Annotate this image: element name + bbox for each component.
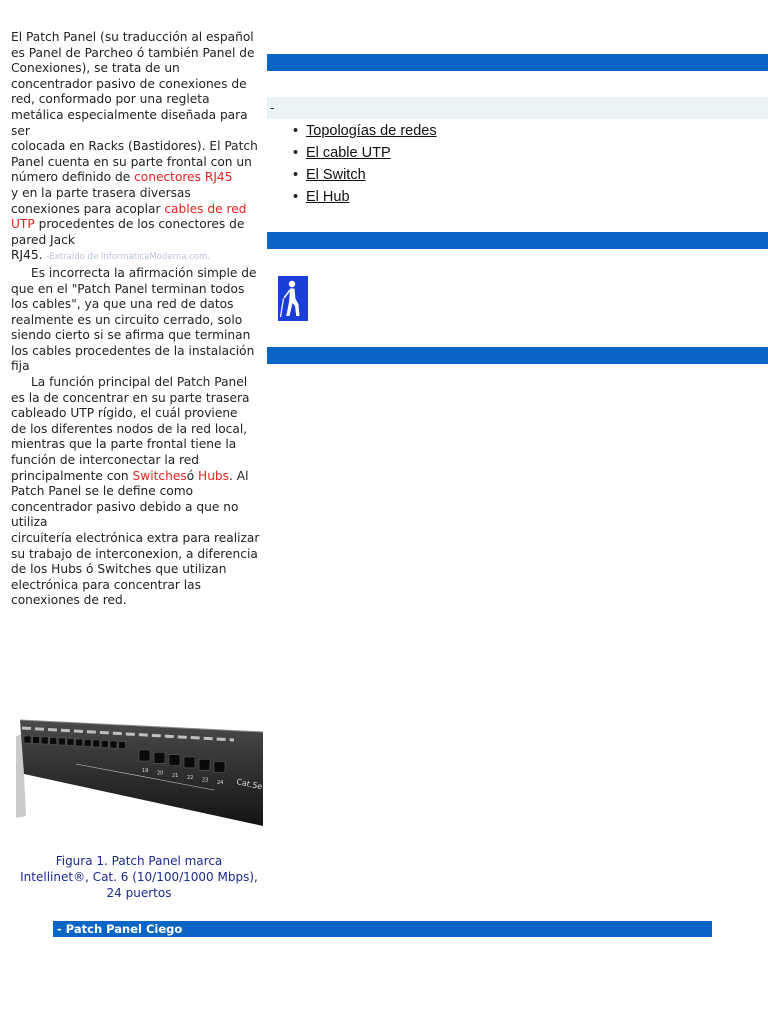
paragraph-intro — [11, 30, 263, 266]
text-run: de los diferentes nodos de la red local, mientras que la parte frontal tiene la función de interconectar la red principalmente con — [11, 421, 248, 483]
patch-panel-photo — [14, 706, 263, 831]
sidebar-header-bar — [267, 54, 768, 71]
rj45-port — [41, 737, 48, 744]
text-run: y en la parte trasera diversas conexiones para acoplar — [11, 185, 191, 216]
article-body — [11, 30, 263, 609]
category-label: Cat.5e — [235, 777, 263, 792]
text-run: Es incorrecta la afirmación simple de que en el "Patch Panel terminan todos los cables", ya que una red de datos — [11, 265, 257, 312]
port-number-label: 19 — [142, 768, 149, 774]
paragraph-main-function — [11, 375, 263, 609]
text-run: electrónica para concentrar las conexiones de red. — [11, 577, 201, 608]
text-run: colocada en Racks (Bastidores). El Patch Panel cuenta en su parte frontal con un número definido de — [11, 139, 258, 185]
text-run: ó — [186, 468, 199, 483]
port-number-label: 22 — [187, 775, 194, 782]
text-run: RJ45. — [11, 248, 47, 263]
rj45-port — [169, 755, 180, 766]
source-watermark: -Extraído de InformaticaModerna.com. — [46, 252, 210, 263]
rj45-port — [214, 762, 225, 773]
port-number-label: 20 — [157, 770, 164, 777]
inline-link[interactable]: Hubs — [198, 468, 230, 483]
port-number-label: 24 — [217, 780, 224, 786]
rj45-port — [50, 738, 57, 745]
rj45-port — [119, 742, 126, 749]
paragraph-incorrect-claim — [11, 266, 263, 375]
rj45-port — [199, 759, 210, 770]
section-heading-patch-panel-ciego: - Patch Panel Ciego — [53, 921, 712, 937]
related-links-list — [293, 122, 437, 210]
rj45-port — [101, 741, 108, 748]
text-run: realmente es un circuito cerrado, solo siendo cierto si se afirma que terminan los cables procedentes de la instalación fija — [11, 312, 255, 374]
sidebar-dash-row: - — [267, 97, 768, 119]
related-link[interactable]: El cable UTP — [306, 145, 391, 161]
text-run: El Patch Panel (su traducción al español es Panel de Parcheo ó también Panel de Conexiones), se trata de un concentrador pasivo de conexiones de red, conformado por una regleta metálica especialmente diseñada para ser — [11, 30, 255, 138]
rj45-port — [154, 752, 165, 763]
rj45-port — [93, 740, 100, 747]
related-link-item — [293, 188, 437, 210]
rj45-port — [24, 736, 31, 743]
patch-panel-image — [14, 706, 263, 831]
rj45-port — [33, 737, 40, 744]
port-number-label: 23 — [202, 777, 209, 784]
inline-link[interactable]: cables de red UTP — [11, 201, 247, 232]
inline-link[interactable]: conectores RJ45 — [134, 170, 233, 185]
walking-person-icon — [278, 276, 308, 321]
related-link-item — [293, 122, 437, 144]
rj45-port — [184, 757, 195, 768]
rj45-port — [76, 739, 83, 746]
inline-link[interactable]: Switches — [132, 468, 187, 483]
related-link[interactable]: El Switch — [306, 167, 366, 183]
related-link-item — [293, 166, 437, 188]
rj45-port — [67, 739, 74, 746]
text-run: procedentes de los conectores de pared Jack — [11, 217, 245, 247]
sidebar-footer-bar — [267, 347, 768, 364]
related-link[interactable]: El Hub — [306, 189, 350, 205]
rj45-port — [139, 750, 150, 761]
rj45-port — [110, 741, 117, 748]
accessibility-icon[interactable] — [278, 276, 308, 321]
sidebar-divider-bar — [267, 232, 768, 249]
port-number-label: 21 — [172, 772, 179, 779]
text-run: La función principal del Patch Panel es la de concentrar en su parte trasera cableado UTP rígido, el cuál proviene — [11, 375, 250, 421]
text-run: . Al Patch Panel se le define como concentrador pasivo debido a que no utiliza — [11, 468, 249, 530]
figure-caption: Figura 1. Patch Panel marca Intellinet®, Cat. 6 (10/100/1000 Mbps), 24 puertos — [20, 854, 258, 900]
related-link[interactable]: Topologías de redes — [306, 123, 437, 139]
rj45-port — [84, 740, 91, 747]
text-run: circuitería electrónica extra para realizar su trabajo de interconexion, a diferencia de los Hubs ó Switches que utilizan — [11, 531, 260, 577]
rj45-port — [58, 738, 65, 745]
related-link-item — [293, 144, 437, 166]
